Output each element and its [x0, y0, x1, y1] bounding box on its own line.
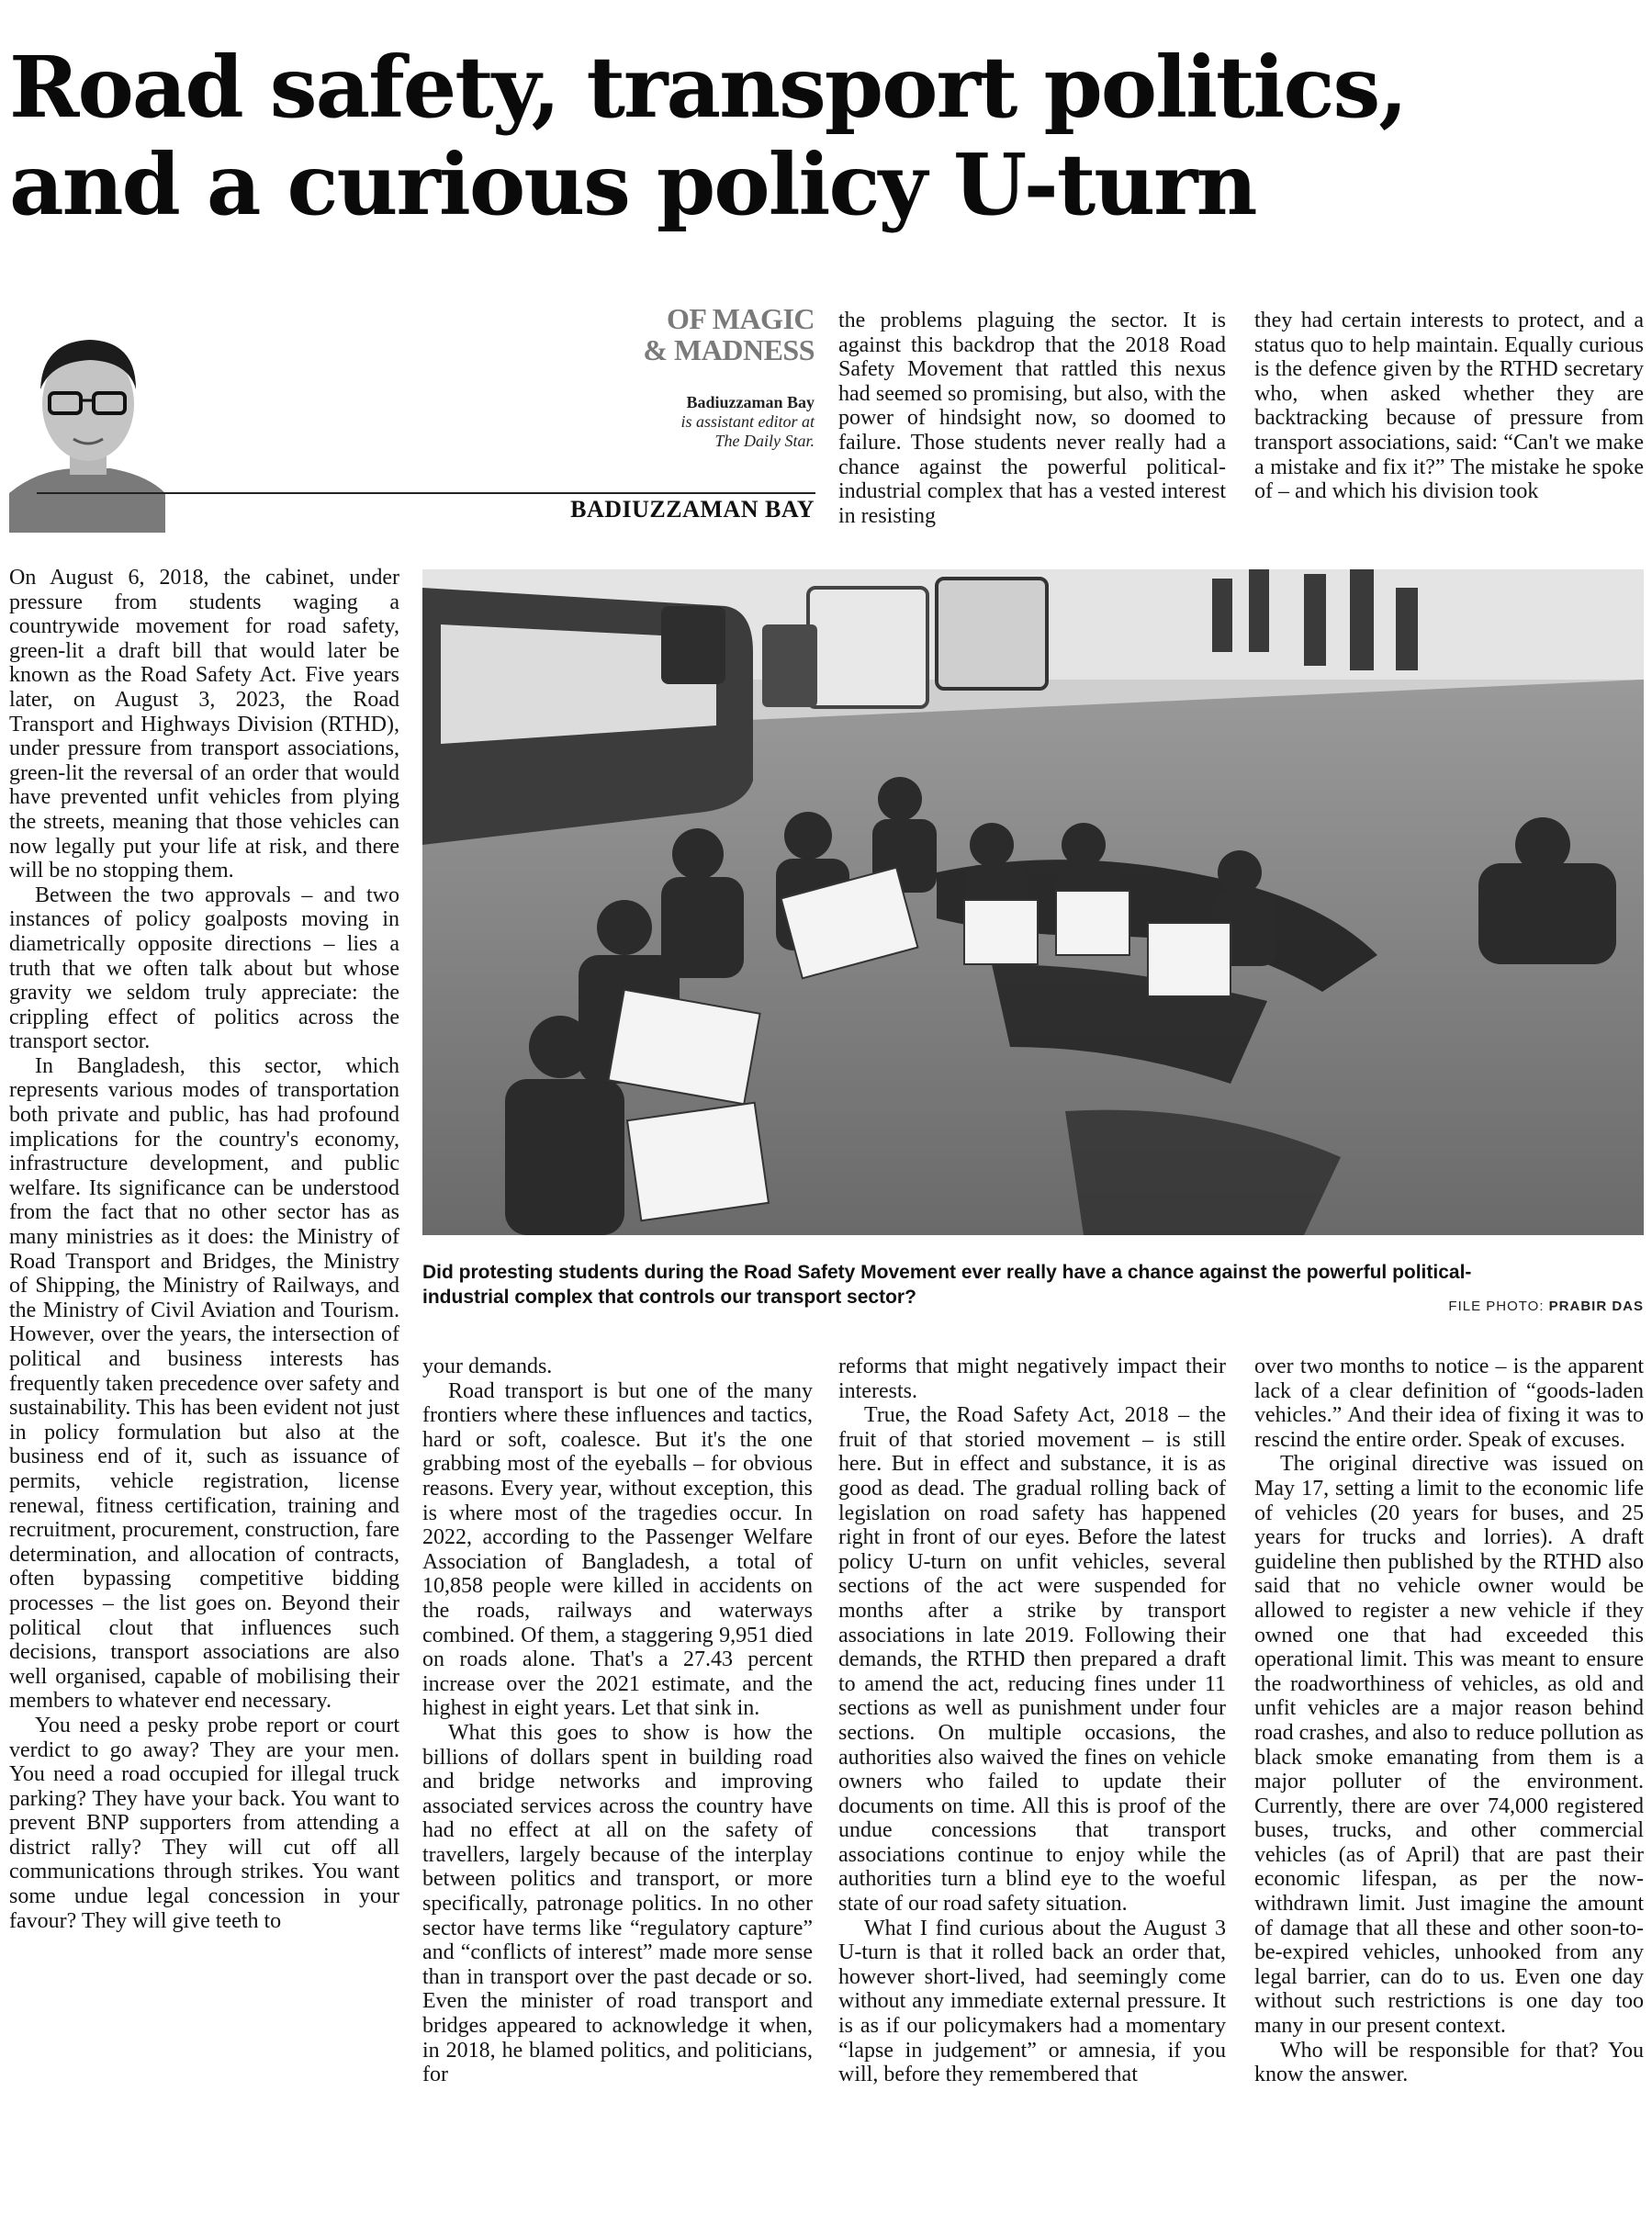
paragraph: The original directive was issued on May 17, setting a limit to the economic life of vehicles (20 years for buses, and 25 years for trucks and lorries). A draft guideline then published by the RTHD also said that no vehicle owner would be allowed to register a new vehicle if they owned one that had exceeded this operational limit. This was meant to ensure the roadworthiness of vehicles, as old and unfit vehicles are a major reason behind road crashes, and also to reduce pollution as black smoke emanating from them is a major polluter of the environment. Currently, there are over 74,000 registered buses, trucks, and other commercial vehicles (as of April) that are past their economic lifespan, as per the now-withdrawn limit. Just imagine the amount of damage that all these and other soon-to-be-expired vehicles, unhooked from any legal barrier, can do to us. Even one day without such restrictions is one day too many in our present context. — [1254, 1452, 1644, 2039]
author-portrait — [9, 305, 165, 533]
paragraph: over two months to notice – is the apparent lack of a clear definition of “goods-laden vehicles.” And their idea of fixing it was to rescind the entire order. Speak of excuses. — [1254, 1355, 1644, 1452]
author-blurb — [612, 393, 815, 451]
paragraph: Who will be responsible for that? You know the answer. — [1254, 2038, 1644, 2087]
column-label-line2: & MADNESS — [643, 333, 815, 366]
author-name: Badiuzzaman Bay — [686, 393, 815, 411]
column-4-bottom — [1254, 1355, 1644, 2213]
column-3-top — [1254, 309, 1644, 536]
paragraph: You need a pesky probe report or court verdict to go away? They are your men. You need a road occupied for illegal truck parking? They have your back. You want to prevent BNP supporters from attending a district rally? They will cut off all communications through strikes. You want some undue legal concession in your favour? They will give teeth to — [9, 1713, 399, 1933]
column-1 — [9, 566, 399, 2209]
protest-photo-image — [422, 569, 1644, 1235]
paragraph: True, the Road Safety Act, 2018 – the fruit of that storied movement – is still here. But in effect and substance, it is as good as dead. The gradual rolling back of legislation on road safety has happened right in front of our eyes. Before the latest policy U-turn on unfit vehicles, several sections of the act were suspended for months after a strike by transport associations in late 2019. Following their demands, the RTHD then prepared a draft to amend the act, reducing fines under 11 sections as well as punishment under four sections. On multiple occasions, the authorities also waived the fines on vehicle owners who failed to update their documents on time. All this is proof of the undue concessions that transport associations continue to enjoy while the authorities turn a blind eye to the woeful state of our road safety situation. — [838, 1403, 1226, 1917]
byline-divider — [37, 492, 815, 494]
paragraph: the problems plaguing the sector. It is against this backdrop that the 2018 Road Safety Movement that rattled this nexus had seemed so promising, but also, with the power of hindsight now, so doomed to failure. Those students never really had a chance against the powerful political-industrial complex that has a vested interest in resisting — [838, 309, 1226, 528]
author-role-line2: The Daily Star. — [714, 432, 815, 450]
column-2-top — [838, 309, 1226, 536]
paragraph: On August 6, 2018, the cabinet, under pressure from students waging a countrywide movement for road safety, green-lit a draft bill that would later be known as the Road Safety Act. Five years later, on August 3, 2023, the Road Transport and Highways Division (RTHD), under pressure from transport associations, green-lit the reversal of an order that would have prevented unfit vehicles from plying the streets, meaning that those vehicles can now legally put your life at risk, and there will be no stopping them. — [9, 566, 399, 883]
paragraph: What I find curious about the August 3 U-turn is that it rolled back an order that, however short-lived, had seemingly come without any immediate external pressure. It is as if our policymakers had a momentary “lapse in judgement” or amnesia, if you will, before they remembered that — [838, 1916, 1226, 2087]
paragraph: Road transport is but one of the many frontiers where these influences and tactics, hard or soft, coalesce. But it's the one grabbing most of the eyeballs – for obvious reasons. Every year, without exception, this is where most of the tragedies occur. In 2022, according to the Passenger Welfare Association of Bangladesh, a total of 10,858 people were killed in accidents on the roads, railways and waterways combined. Of them, a staggering 9,951 died on roads alone. That's a 27.43 percent increase over the 2021 estimate, and the highest in eight years. Let that sink in. — [422, 1378, 813, 1721]
paragraph: In Bangladesh, this sector, which represents various modes of transportation both private and public, has had profound implications for the country's economy, infrastructure development, and public welfare. Its significance can be understood from the fact that no other sector has as many ministries as it does: the Ministry of Road Transport and Bridges, the Ministry of Shipping, the Ministry of Railways, and the Ministry of Civil Aviation and Tourism. However, over the years, the intersection of political and business interests has frequently taken precedence over safety and sustainability. This has been evident not just in policy formulation but also at the business end of it, such as issuance of permits, vehicle registration, license renewal, fitness certification, training and recruitment, procurement, construction, fare determination, and allocation of contracts, often bypassing competitive bidding processes – the list goes on. Beyond their political clout that influences such decisions, transport associations are also well organised, capable of mobilising their members to whatever end necessary. — [9, 1053, 399, 1714]
headline — [9, 39, 1644, 233]
author-portrait-image — [9, 305, 165, 533]
paragraph: What this goes to show is how the billions of dollars spent in building road and bridge networks and improving associated services across the country have had no effect at all on the safety of travellers, largely because of the interplay between politics and transport, or more specifically, patronage politics. In no other sector have terms like “regulatory capture” and “conflicts of interest” made more sense than in transport over the past decade or so. Even the minister of road transport and bridges appeared to acknowledge it when, in 2018, he blamed politics, and politicians, for — [422, 1720, 813, 2087]
news-photo — [422, 569, 1644, 1235]
photo-caption: Did protesting students during the Road Safety Movement ever really have a chance against the powerful political-industrial complex that controls our transport sector? — [422, 1262, 1472, 1308]
paragraph: reforms that might negatively impact their interests. — [838, 1355, 1226, 1403]
paragraph: your demands. — [422, 1355, 553, 1378]
photo-credit-name: PRABIR DAS — [1548, 1299, 1644, 1314]
headline-line1: Road safety, transport politics, — [9, 38, 1407, 137]
photo-credit — [1377, 1299, 1644, 1314]
byline: BADIUZZAMAN BAY — [570, 496, 815, 523]
paragraph: they had certain interests to protect, and a status quo to help maintain. Equally curious is the defence given by the RTHD secretary who, when asked whether they are backtracking because of pressure from transport associations, said: “Can't we make a mistake and fix it?” The mistake he spoke of – and which his division took — [1254, 309, 1644, 504]
photo-credit-label: FILE PHOTO: — [1448, 1299, 1545, 1314]
column-label-line1: OF MAGIC — [666, 302, 815, 335]
column-2-bottom — [422, 1355, 813, 2213]
author-role-line1: is assistant editor at — [680, 412, 815, 431]
paragraph: Between the two approvals – and two instances of policy goalposts moving in diametrically opposite directions – lies a truth that we often talk about but whose gravity we seldom truly appreciate: the crippling effect of politics across the transport sector. — [9, 883, 399, 1054]
column-3-bottom — [838, 1355, 1226, 2213]
headline-line2: and a curious policy U-turn — [9, 135, 1256, 234]
column-label — [643, 303, 815, 365]
